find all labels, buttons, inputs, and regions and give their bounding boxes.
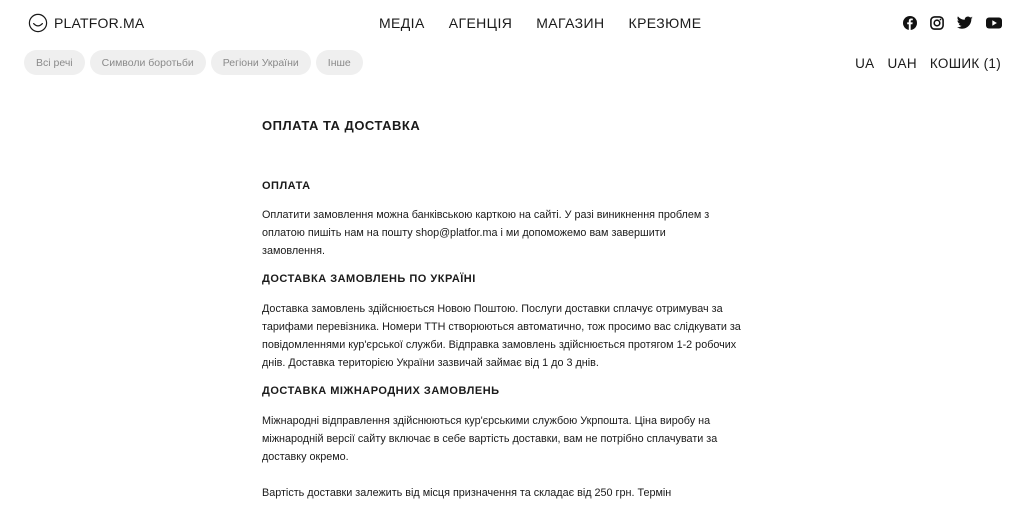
section-heading-payment: ОПЛАТА	[262, 180, 311, 192]
section-heading-ukraine-delivery: ДОСТАВКА ЗАМОВЛЕНЬ ПО УКРАЇНІ	[262, 273, 476, 285]
smile-icon	[28, 13, 48, 33]
logo-text: PLATFOR.MA	[54, 15, 145, 31]
instagram-icon[interactable]	[930, 16, 944, 30]
filter-regions-of-ukraine[interactable]: Регіони України	[211, 50, 311, 75]
currency-switch[interactable]: UAH	[887, 56, 917, 71]
international-cost-paragraph: Вартість доставки залежить від місця призначення та складає від 250 грн. Термін	[262, 487, 672, 499]
payment-paragraph: Оплатити замовлення можна банківською карткою на сайті. У разі виникнення проблем з оплатою пишіть нам на пошту shop@platfor.ma і ми допоможемо вам завершити замовлення.	[262, 209, 710, 257]
ukraine-delivery-paragraph: Доставка замовлень здійснюється Новою Поштою. Послуги доставки сплачує отримувач за тарифами перевізника. Номери ТТН створюються автоматично, тож просимо вас слідкувати за повідомленнями кур'єрської служби. Відправка замовлень здійснюється протягом 1-2 робочих днів. Доставка територією України зазвичай займає від 1 до 3 днів.	[262, 303, 741, 369]
nav-item-shop[interactable]: МАГАЗИН	[536, 15, 605, 31]
page-title: ОПЛАТА ТА ДОСТАВКА	[262, 118, 421, 133]
facebook-icon[interactable]	[903, 16, 917, 30]
category-filters	[24, 50, 363, 75]
nav-item-agency[interactable]: АГЕНЦІЯ	[448, 15, 513, 31]
international-delivery-paragraph: Міжнародні відправлення здійснюються кур'єрськими службою Укрпошта. Ціна виробу на міжнародній версії сайту включає в себе вартість доставки, вам не потрібно сплачувати за доставку окремо.	[262, 415, 718, 463]
nav-item-krezyume[interactable]: КРЕЗЮМЕ	[628, 15, 702, 31]
youtube-icon[interactable]	[986, 17, 1002, 29]
filter-symbols-of-struggle[interactable]: Символи боротьби	[90, 50, 206, 75]
filter-all-items[interactable]: Всі речі	[24, 50, 85, 75]
cart-link[interactable]: КОШИК (1)	[929, 56, 1001, 71]
twitter-icon[interactable]	[957, 16, 973, 30]
main-nav	[379, 15, 701, 31]
section-heading-international-delivery: ДОСТАВКА МІЖНАРОДНИХ ЗАМОВЛЕНЬ	[262, 385, 500, 397]
filter-other[interactable]: Інше	[316, 50, 363, 75]
site-logo[interactable]	[28, 13, 144, 33]
social-links	[903, 16, 1002, 30]
language-switch[interactable]: UA	[855, 56, 875, 71]
nav-item-media[interactable]: МЕДІА	[379, 15, 425, 31]
header-utilities	[855, 56, 1001, 71]
page-content	[262, 118, 752, 502]
